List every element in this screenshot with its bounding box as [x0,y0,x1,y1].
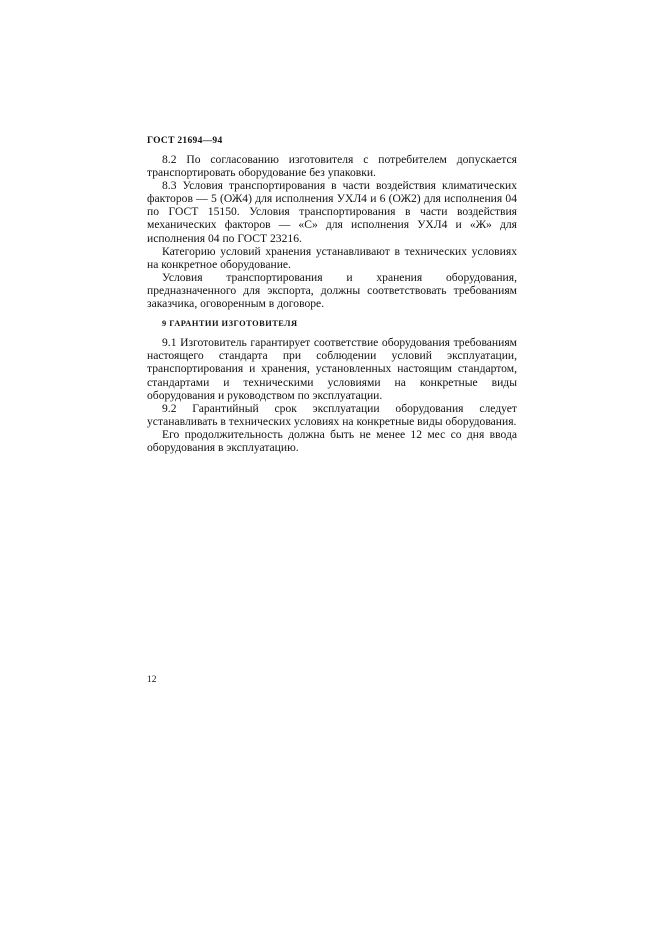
paragraph-warranty-duration: Его продолжительность должна быть не менее 12 мес со дня ввода оборудования в эксплуатацию. [147,427,517,454]
paragraph-export-conditions: Условия транспортирования и хранения оборудования, предназначенного для экспорта, должны соответствовать требованиям заказчика, оговоренным в договоре. [147,270,517,311]
paragraph-9-1: 9.1 Изготовитель гарантирует соответствие оборудования требованиям настоящего стандарта при соблюдении условий эксплуатации, транспортирования и хранения, установленных настоящим стандартом, стандартами и техническими условиями на конкретные виды оборудования и руководством по эксплуатации. [147,336,517,402]
paragraph-8-2: 8.2 По согласованию изготовителя с потребителем допускается транспортировать оборудование без упаковки. [147,153,517,180]
section-heading-9: 9 ГАРАНТИИ ИЗГОТОВИТЕЛЯ [162,319,298,329]
document-body [147,153,517,454]
paragraph-storage-category: Категорию условий хранения устанавливают в технических условиях на конкретное оборудование. [147,244,517,271]
document-code: ГОСТ 21694—94 [147,136,223,146]
paragraph-9-2: 9.2 Гарантийный срок эксплуатации оборудования следует устанавливать в технических условиях на конкретные виды оборудования. [147,401,517,428]
paragraph-8-3: 8.3 Условия транспортирования в части воздействия климатических факторов — 5 (ОЖ4) для исполнения УХЛ4 и 6 (ОЖ2) для исполнения 04 по ГОСТ 15150. Условия транспортирования в части воздействия механических факторов — «С» для исполнения УХЛ4 и «Ж» для исполнения 04 по ГОСТ 23216. [147,179,517,245]
page-number: 12 [147,675,157,685]
